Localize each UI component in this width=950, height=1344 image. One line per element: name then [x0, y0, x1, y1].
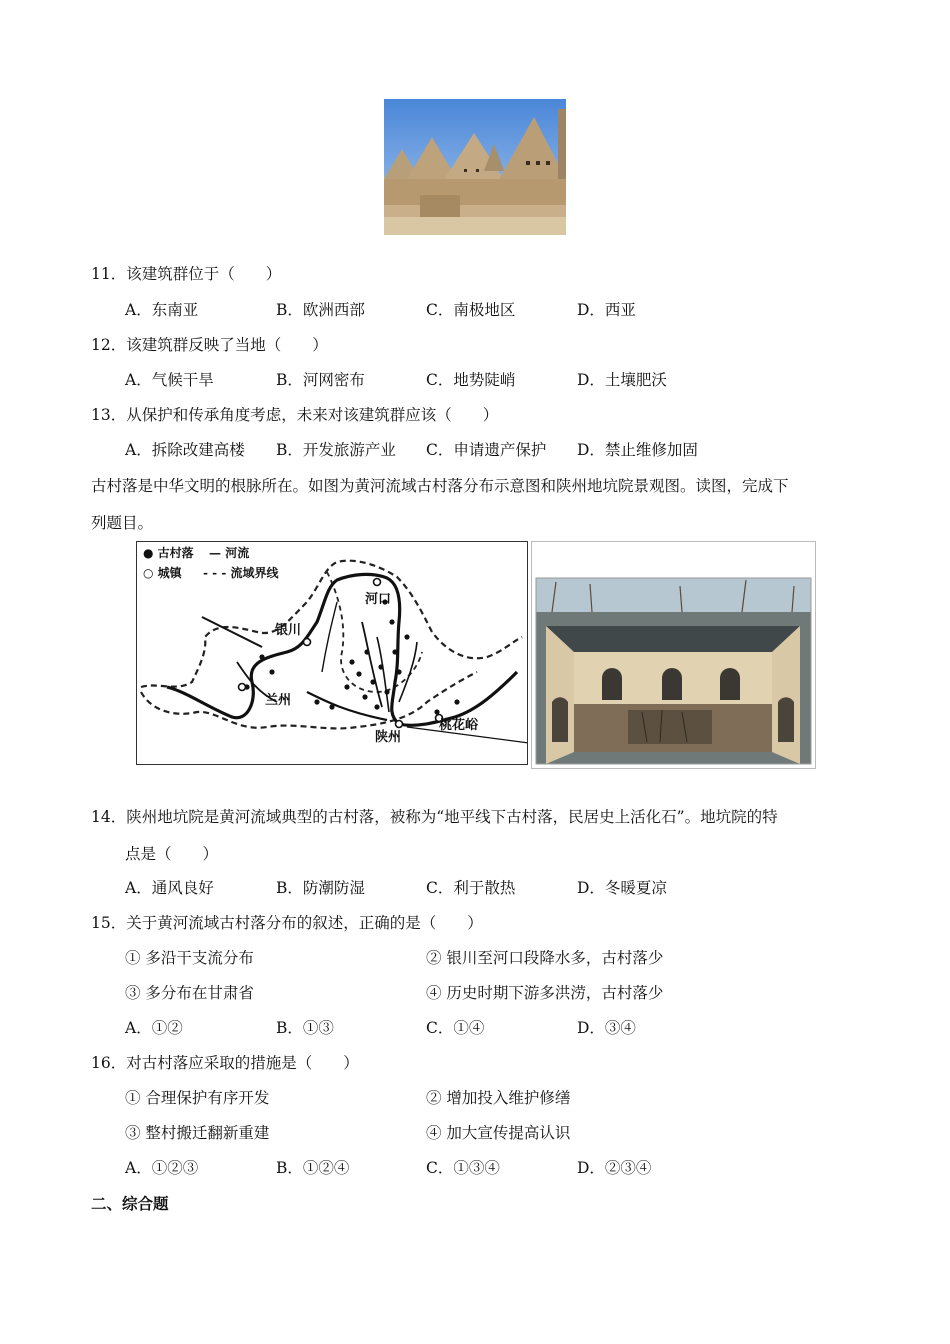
- q15-statement-4: ④ 历史时期下游多洪涝，古村落少: [426, 984, 664, 1002]
- q14-option-d: D．冬暖夏凉: [577, 879, 667, 897]
- legend-river: — 河流: [209, 546, 250, 560]
- q16-option-a: A．①②③: [125, 1159, 199, 1177]
- q11-option-b: B．欧洲西部: [276, 301, 365, 319]
- q16-statement-2: ② 增加投入维护修缮: [426, 1089, 571, 1107]
- city-label-lanzhou: 兰州: [265, 693, 292, 708]
- question-14-stem-line-2: 点是（ ）: [125, 845, 219, 863]
- question-15-stem: 15．关于黄河流域古村落分布的叙述，正确的是（ ）: [91, 914, 483, 932]
- intro-line-2: 列题目。: [91, 514, 154, 532]
- section-heading: 二、综合题: [91, 1194, 169, 1213]
- q15-statement-2: ② 银川至河口段降水多，古村落少: [426, 949, 664, 967]
- legend-town: ○ 城镇: [143, 566, 182, 580]
- dikengyuan-photo: [531, 541, 816, 769]
- beehive-houses-photo: [384, 99, 566, 235]
- legend-boundary: - - - 流域界线: [203, 566, 279, 580]
- q14-option-b: B．防潮防湿: [276, 879, 365, 897]
- q14-option-a: A．通风良好: [125, 879, 214, 897]
- q15-option-c: C．①④: [426, 1019, 485, 1037]
- q13-option-d: D．禁止维修加固: [577, 441, 698, 459]
- question-12-stem: 12．该建筑群反映了当地（ ）: [91, 336, 328, 354]
- legend-village: ● 古村落: [143, 546, 194, 560]
- q15-option-b: B．①③: [276, 1019, 334, 1037]
- q15-statement-3: ③ 多分布在甘肃省: [125, 984, 254, 1002]
- q16-statement-4: ④ 加大宣传提高认识: [426, 1124, 571, 1142]
- q16-option-b: B．①②④: [276, 1159, 350, 1177]
- q14-option-c: C．利于散热: [426, 879, 516, 897]
- q13-option-b: B．开发旅游产业: [276, 441, 396, 459]
- q11-option-d: D．西亚: [577, 301, 636, 319]
- q16-statement-3: ③ 整村搬迁翻新重建: [125, 1124, 270, 1142]
- q16-statement-1: ① 合理保护有序开发: [125, 1089, 270, 1107]
- q11-option-a: A．东南亚: [125, 301, 199, 319]
- question-16-stem: 16．对古村落应采取的措施是（ ）: [91, 1054, 359, 1072]
- intro-line-1: 古村落是中华文明的根脉所在。如图为黄河流域古村落分布示意图和陕州地坑院景观图。读图，完成下: [91, 477, 789, 495]
- q12-option-c: C．地势陡峭: [426, 371, 516, 389]
- question-13-stem: 13．从保护和传承角度考虑，未来对该建筑群应该（ ）: [91, 406, 499, 424]
- q13-option-c: C．申请遗产保护: [426, 441, 547, 459]
- q15-option-a: A．①②: [125, 1019, 183, 1037]
- city-label-hekou: 河口: [365, 592, 392, 607]
- q16-option-d: D．②③④: [577, 1159, 652, 1177]
- q12-option-a: A．气候干旱: [125, 371, 214, 389]
- q15-statement-1: ① 多沿干支流分布: [125, 949, 254, 967]
- question-14-stem-line-1: 14．陕州地坑院是黄河流域典型的古村落，被称为“地平线下古村落，民居史上活化石”。地坑院的特: [91, 808, 778, 826]
- q12-option-b: B．河网密布: [276, 371, 365, 389]
- q15-option-d: D．③④: [577, 1019, 636, 1037]
- q11-option-c: C．南极地区: [426, 301, 516, 319]
- q12-option-d: D．土壤肥沃: [577, 371, 667, 389]
- q16-option-c: C．①③④: [426, 1159, 500, 1177]
- city-label-yinchuan: 银川: [275, 623, 302, 638]
- question-11-stem: 11．该建筑群位于（ ）: [91, 265, 282, 283]
- city-label-taohuayu: 桃花峪: [439, 718, 479, 733]
- city-label-shanzhou: 陕州: [375, 730, 402, 745]
- q13-option-a: A．拆除改建高楼: [125, 441, 245, 459]
- yellow-river-village-map: [136, 541, 528, 765]
